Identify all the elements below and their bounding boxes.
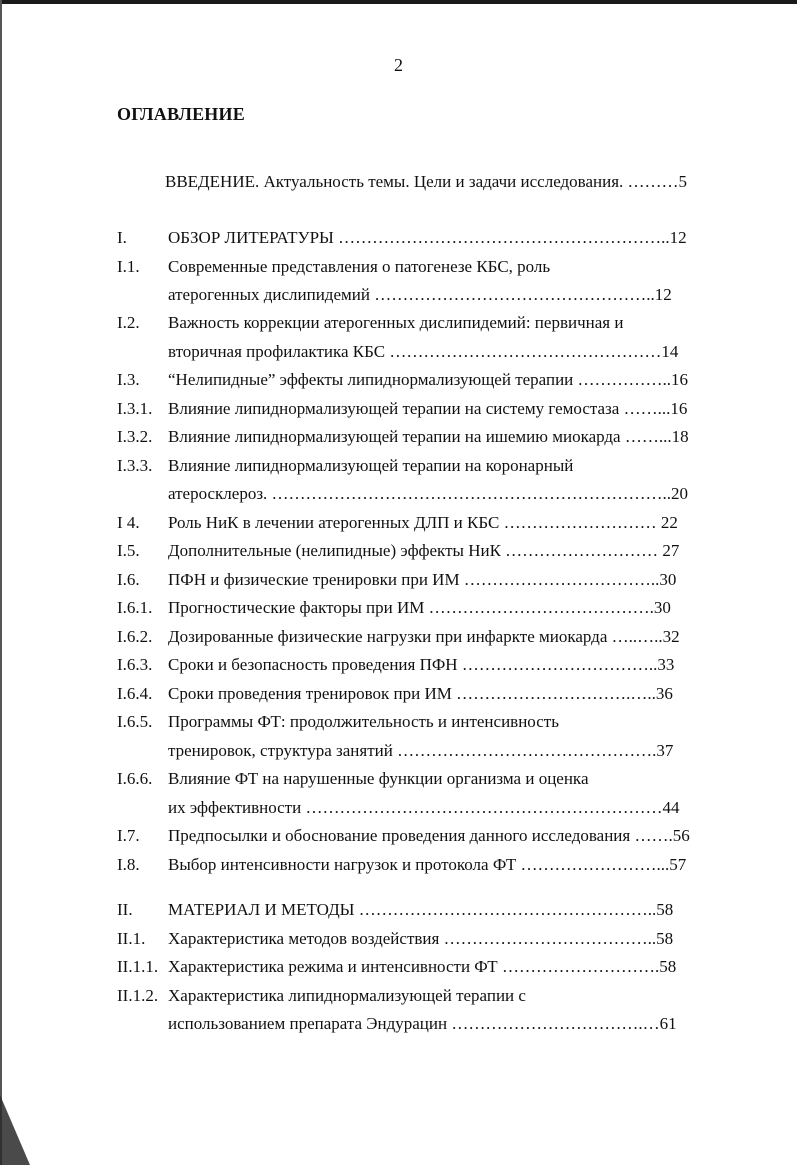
toc-entry-number: II.1.2.	[117, 986, 159, 1005]
toc-entry-number: I.1.	[117, 257, 140, 276]
toc-entry-text: Сроки проведения тренировок при ИМ ………………………….…..36	[168, 684, 673, 703]
page-number: 2	[394, 55, 403, 75]
toc-entry-text: Влияние липиднормализующей терапии на коронарный	[168, 456, 574, 475]
toc-entry-text: вторичная профилактика КБС …………………………………………14	[168, 342, 679, 361]
toc-entry-text: Характеристика методов воздействия ………………………………..58	[168, 929, 674, 948]
toc-entry-number: I.3.3.	[117, 456, 153, 475]
toc-entry-number: II.1.1.	[117, 957, 159, 976]
toc-entry-number: II.	[117, 900, 133, 919]
toc-title: ОГЛАВЛЕНИЕ	[117, 104, 245, 124]
toc-entry-text: Современные представления о патогенезе КБС, роль	[168, 257, 551, 276]
toc-entry-number: I.6.4.	[117, 684, 153, 703]
toc-entry-number: I.6.3.	[117, 655, 153, 674]
toc-entry-text: Характеристика режима и интенсивности ФТ ……………………….58	[168, 957, 677, 976]
toc-entry-number: I.3.1.	[117, 399, 153, 418]
scan-border-left	[0, 0, 2, 1165]
toc-entry-number: I.3.	[117, 370, 140, 389]
toc-entry-text: ПФН и физические тренировки при ИМ ……………………………..30	[168, 570, 677, 589]
toc-entry-text: их эффективности ………………………………………………………44	[168, 798, 680, 817]
toc-entry-number: I.6.1.	[117, 598, 153, 617]
toc-entry-text: использованием препарата Эндурацин …………………………….…61	[168, 1014, 677, 1033]
toc-entry-number: I.7.	[117, 826, 140, 845]
toc-entry-text: атерогенных дислипидемий …………………………………………..12	[168, 285, 672, 304]
toc-entry-number: I.5.	[117, 541, 140, 560]
toc-entry-number: I.6.5.	[117, 712, 153, 731]
toc-entry-text: Дополнительные (нелипидные) эффекты НиК ……………………… 27	[168, 541, 680, 560]
toc-entry-text: Предпосылки и обоснование проведения данного исследования …….56	[168, 826, 690, 845]
toc-entry-text: атеросклероз. ……………………………………………………………..20	[168, 484, 689, 503]
toc-entry-number: I 4.	[117, 513, 140, 532]
toc-entry-number: I.3.2.	[117, 427, 153, 446]
toc-entry-text: ОБЗОР ЛИТЕРАТУРЫ …………………………………………………..12	[168, 228, 687, 247]
toc-entry-text: “Нелипидные” эффекты липиднормализующей терапии ……………..16	[168, 370, 689, 389]
toc-entry-number: I.6.6.	[117, 769, 153, 788]
toc-entry-text: Дозированные физические нагрузки при инфаркте миокарда …..…..32	[168, 627, 680, 646]
toc-entry-text: Роль НиК в лечении атерогенных ДЛП и КБС ……………………… 22	[168, 513, 678, 532]
toc-entry-number: I.	[117, 228, 127, 247]
toc-entry-number: I.8.	[117, 855, 140, 874]
scan-border-top	[0, 0, 797, 4]
toc-entry-text: Программы ФТ: продолжительность и интенсивность	[168, 712, 559, 731]
toc-entry-number: I.2.	[117, 313, 140, 332]
toc-entry-text: Влияние липиднормализующей терапии на систему гемостаза ……...16	[168, 399, 688, 418]
toc-intro-entry: ВВЕДЕНИЕ. Актуальность темы. Цели и задачи исследования. ………5	[165, 172, 688, 191]
toc-entry-number: I.6.	[117, 570, 140, 589]
toc-entry-text: Выбор интенсивности нагрузок и протокола ФТ ……………………...57	[168, 855, 687, 874]
toc-entry-text: Влияние ФТ на нарушенные функции организма и оценка	[168, 769, 589, 788]
toc-entry-text: Важность коррекции атерогенных дислипидемий: первичная и	[168, 313, 624, 332]
toc-entry-text: Прогностические факторы при ИМ ………………………………….30	[168, 598, 671, 617]
toc-entry-text: Сроки и безопасность проведения ПФН ……………………………..33	[168, 655, 675, 674]
toc-entry-text: Влияние липиднормализующей терапии на ишемию миокарда ……...18	[168, 427, 689, 446]
toc-entry-text: тренировок, структура занятий ……………………………………….37	[168, 741, 674, 760]
toc-entry-text: Характеристика липиднормализующей терапии с	[168, 986, 526, 1005]
toc-entry-text: МАТЕРИАЛ И МЕТОДЫ ……………………………………………..58	[168, 900, 674, 919]
toc-entry-number: I.6.2.	[117, 627, 153, 646]
toc-entry-number: II.1.	[117, 929, 146, 948]
scan-corner-artifact	[0, 1095, 30, 1165]
